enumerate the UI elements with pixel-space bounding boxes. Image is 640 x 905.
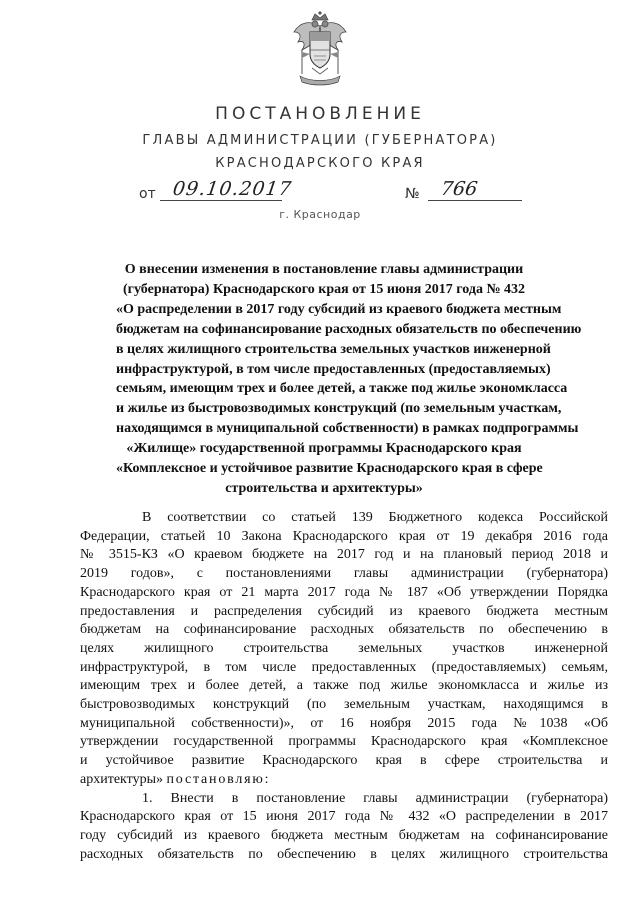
title-line: «Жилище» государственной программы Краснодарского края — [126, 441, 522, 457]
body-line: В соответствии со статьей 139 Бюджетного кодекса Российской — [142, 510, 608, 525]
city-label: г. Краснодар — [279, 208, 361, 221]
title-line: строительства и архитектуры» — [225, 480, 423, 496]
title-line: О внесении изменения в постановление главы администрации — [124, 262, 524, 277]
title-line: «Комплексное и устойчивое развитие Краснодарского края в сфере — [116, 461, 543, 477]
body-line: году субсидий из краевого бюджета местным бюджетам на софинансирование — [80, 827, 608, 843]
body-line: № 3515-КЗ «О краевом бюджете на 2017 год и на плановый период 2018 и — [80, 547, 608, 563]
body-line: предоставления и распределения субсидий из краевого бюджета местным — [80, 603, 608, 619]
date-value: 09.10.2017 — [171, 178, 294, 200]
coat-of-arms-icon — [290, 10, 350, 88]
body-line-text: архитектуры» — [80, 771, 163, 787]
number-label: № — [405, 186, 420, 202]
resolution-word: постановляю: — [166, 771, 271, 787]
document-type-title: ПОСТАНОВЛЕНИЕ — [215, 104, 425, 124]
title-line: в целях жилищного строительства земельных участков инженерной — [116, 341, 551, 357]
title-line: бюджетам на софинансирование расходных обязательств по обеспечению — [116, 321, 582, 337]
decree-body — [80, 509, 608, 864]
title-line: «О распределении в 2017 году субсидий из краевого бюджета местным — [116, 301, 562, 317]
body-line: инфраструктурой, в том числе предоставленных (предоставляемых) семьям, — [80, 659, 608, 675]
body-line: и устойчивое развитие Краснодарского края в сфере строительства и — [80, 753, 608, 769]
number-value: 766 — [439, 178, 479, 200]
body-line: 1. Внести в постановление главы администрации (губернатора) — [142, 790, 608, 806]
title-line: семьям, имеющим трех и более детей, а также под жилье экономкласса — [116, 381, 568, 397]
title-line: (губернатора) Краснодарского края от 15 июня 2017 года № 432 — [122, 281, 526, 297]
title-line: инфраструктурой, в том числе предоставленных (предоставляемых) — [116, 361, 551, 377]
body-line: бюджетам на софинансирование расходных обязательств по обеспечению в — [80, 622, 608, 638]
title-line: и жилье из быстровозводимых конструкций (по земельным участкам, — [116, 401, 562, 417]
issuer-line-1: ГЛАВЫ АДМИНИСТРАЦИИ (ГУБЕРНАТОРА) — [142, 133, 498, 148]
decree-title — [116, 260, 582, 499]
body-line: Краснодарского края от 15 июня 2017 года № 432 «О распределении в 2017 — [80, 809, 608, 825]
body-line: быстровозводимых конструкций (по земельным участкам, находящимся в — [80, 697, 608, 713]
date-label: от — [139, 186, 156, 202]
body-line: утверждении государственной программы Краснодарского края «Комплексное — [80, 734, 608, 750]
body-line: имеющим трех и более детей, а также под жилье экономкласса и жилье из — [80, 678, 608, 694]
body-line: расходных обязательств по обеспечению в целях жилищного строительства — [80, 846, 608, 862]
body-line: 2019 годов», с постановлениями главы администрации (губернатора) — [80, 566, 608, 582]
title-line: находящимся в муниципальной собственности) в рамках подпрограммы — [116, 421, 579, 437]
body-line: Федерации, статьей 10 Закона Краснодарского края от 19 декабря 2016 года — [80, 528, 608, 544]
body-line: Краснодарского края от 21 марта 2017 года № 187 «Об утверждении Порядка — [80, 584, 608, 600]
body-line — [80, 771, 608, 790]
body-line: целях жилищного строительства земельных участков инженерной — [80, 640, 608, 656]
issuer-line-2: КРАСНОДАРСКОГО КРАЯ — [215, 156, 425, 171]
body-line: муниципальной собственности)», от 16 ноября 2015 года №1038 «Об — [80, 715, 608, 731]
